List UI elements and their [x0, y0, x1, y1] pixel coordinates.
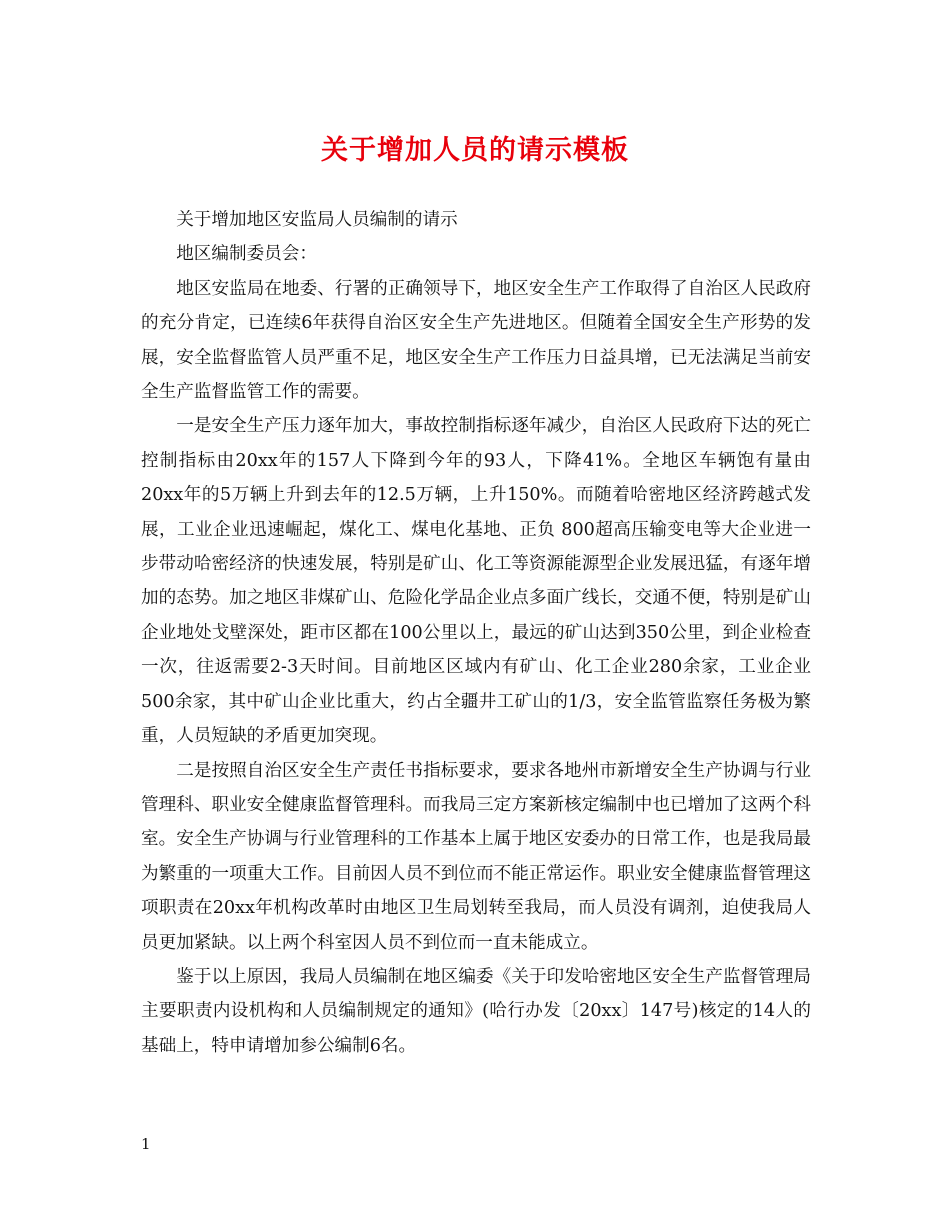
document-title: 关于增加人员的请示模板 [321, 135, 629, 166]
request-subject: 关于增加地区安监局人员编制的请示 [176, 210, 458, 230]
body-paragraph-intro: 地区安监局在地委、行署的正确领导下，地区安全生产工作取得了自治区人民政府的充分肯定，已连续6年获得自治区安全生产先进地区。但随着全国安全生产形势的发展，安全监督监管人员严重不足，地区安全生产工作压力日益具增，已无法满足当前安全生产监督监管工作的需要。 [141, 278, 811, 403]
body-paragraph-reason-two: 二是按照自治区安全生产责任书指标要求，要求各地州市新增安全生产协调与行业管理科、职业安全健康监督管理科。而我局三定方案新核定编制中也已增加了这两个科室。安全生产协调与行业管理科的工作基本上属于地区安委办的日常工作，也是我局最为繁重的一项重大工作。目前因人员不到位而不能正常运作。职业安全健康监督管理这项职责在20xx年机构改革时由地区卫生局划转至我局，而人员没有调剂，迫使我局人员更加紧缺。以上两个科室因人员不到位而一直未能成立。 [141, 760, 811, 953]
body-paragraph-reason-one: 一是安全生产压力逐年加大，事故控制指标逐年减少，自治区人民政府下达的死亡控制指标由20xx年的157人下降到今年的93人，下降41%。全地区车辆饱有量由20xx年的5万辆上升到去年的12.5万辆，上升150%。而随着哈密地区经济跨越式发展，工业企业迅速崛起，煤化工、煤电化基地、正负 800超高压输变电等大企业进一步带动哈密经济的快速发展，特别是矿山、化工等资源能源型企业发展迅猛，有逐年增加的态势。加之地区非煤矿山、危险化学品企业点多面广线长，交通不便，特别是矿山企业地处戈壁深处，距市区都在100公里以上，最远的矿山达到350公里，到企业检查一次，往返需要2-3天时间。目前地区区域内有矿山、化工企业280余家，工业企业500余家，其中矿山企业比重大，约占全疆井工矿山的1/3，安全监管监察任务极为繁重，人员短缺的矛盾更加突现。 [141, 416, 811, 747]
body-paragraph-request: 鉴于以上原因，我局人员编制在地区编委《关于印发哈密地区安全生产监督管理局主要职责内设机构和人员编制规定的通知》(哈行办发〔20xx〕147号)核定的14人的基础上，特申请增加参公编制6名。 [141, 966, 811, 1056]
page-number: 1 [141, 1135, 151, 1153]
document-body [141, 203, 811, 1063]
addressee: 地区编制委员会： [176, 244, 317, 265]
